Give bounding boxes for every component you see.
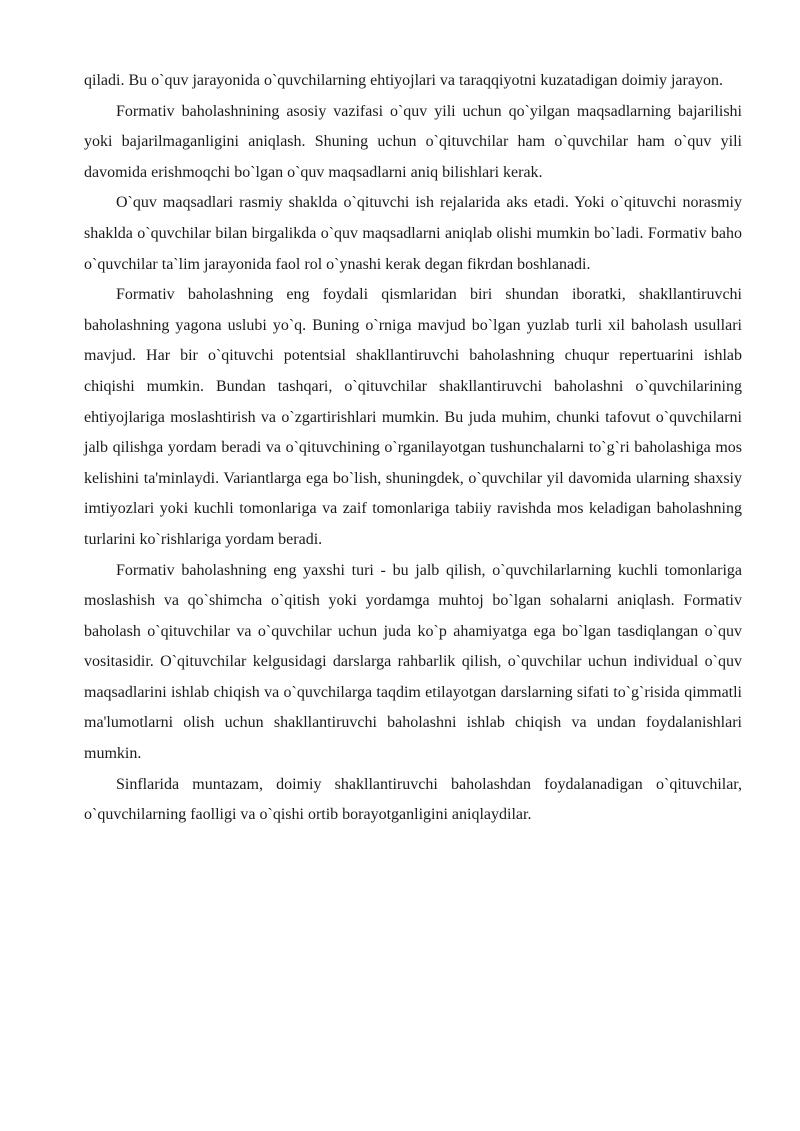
paragraph-4: Formativ baholashning eng foydali qismlaridan biri shundan iboratki, shakllantiruvchi baholashning yagona uslubi yo`q. Buning o`rniga mavjud bo`lgan yuzlab turli xil baholash usullari mavjud. Har bir o`qituvchi potentsial shakllantiruvchi baholashning chuqur repertuarini ishlab chiqishi mumkin. Bundan tashqari, o`qituvchilar shakllantiruvchi baholashni o`quvchilarining ehtiyojlariga moslashtirish va o`zgartirishlari mumkin. Bu juda muhim, chunki tafovut o`quvchilarni jalb qilishga yordam beradi va o`qituvchining o`rganilayotgan tushunchalarni to`g`ri baholashiga mos kelishini ta'minlaydi. Variantlarga ega bo`lish, shuningdek, o`quvchilar yil davomida ularning shaxsiy imtiyozlari yoki kuchli tomonlariga va zaif tomonlariga tabiiy ravishda mos keladigan baholashning turlarini ko`rishlariga yordam beradi. <box>84 286 742 548</box>
paragraph-3: O`quv maqsadlari rasmiy shaklda o`qituvchi ish rejalarida aks etadi. Yoki o`qituvchi norasmiy shaklda o`quvchilar bilan birgalikda o`quv maqsadlarni aniqlab olishi mumkin bo`ladi. Formativ baho o`quvchilar ta`lim jarayonida faol rol o`ynashi kerak degan fikrdan boshlanadi. <box>84 194 742 273</box>
document-page <box>84 66 742 831</box>
paragraph-1: qiladi. Bu o`quv jarayonida o`quvchilarning ehtiyojlari va taraqqiyotni kuzatadigan doimiy jarayon. <box>84 72 723 89</box>
paragraph-6: Sinflarida muntazam, doimiy shakllantiruvchi baholashdan foydalanadigan o`qituvchilar, o`quvchilarning faolligi va o`qishi ortib borayotganligini aniqlaydilar. <box>84 775 742 824</box>
paragraph-5: Formativ baholashning eng yaxshi turi - bu jalb qilish, o`quvchilarlarning kuchli tomonlariga moslashish va qo`shimcha o`qitish yoki yordamga muhtoj bo`lgan sohalarni aniqlash. Formativ baholash o`qituvchilar va o`quvchilar uchun juda ko`p ahamiyatga ega bo`lgan tasdiqlangan o`quv vositasidir. O`qituvchilar kelgusidagi darslarga rahbarlik qilish, o`quvchilar uchun individual o`quv maqsadlarini ishlab chiqish va o`quvchilarga taqdim etilayotgan darslarning sifati to`g`risida qimmatli ma'lumotlarni olish uchun shakllantiruvchi baholashni ishlab chiqish va undan foydalanishlari mumkin. <box>84 561 742 763</box>
paragraph-2: Formativ baholashnining asosiy vazifasi o`quv yili uchun qo`yilgan maqsadlarning bajarilishi yoki bajarilmaganligini aniqlash. Shuning uchun o`qituvchilar ham o`quvchilar ham o`quv yili davomida erishmoqchi bo`lgan o`quv maqsadlarni aniq bilishlari kerak. <box>84 102 742 181</box>
